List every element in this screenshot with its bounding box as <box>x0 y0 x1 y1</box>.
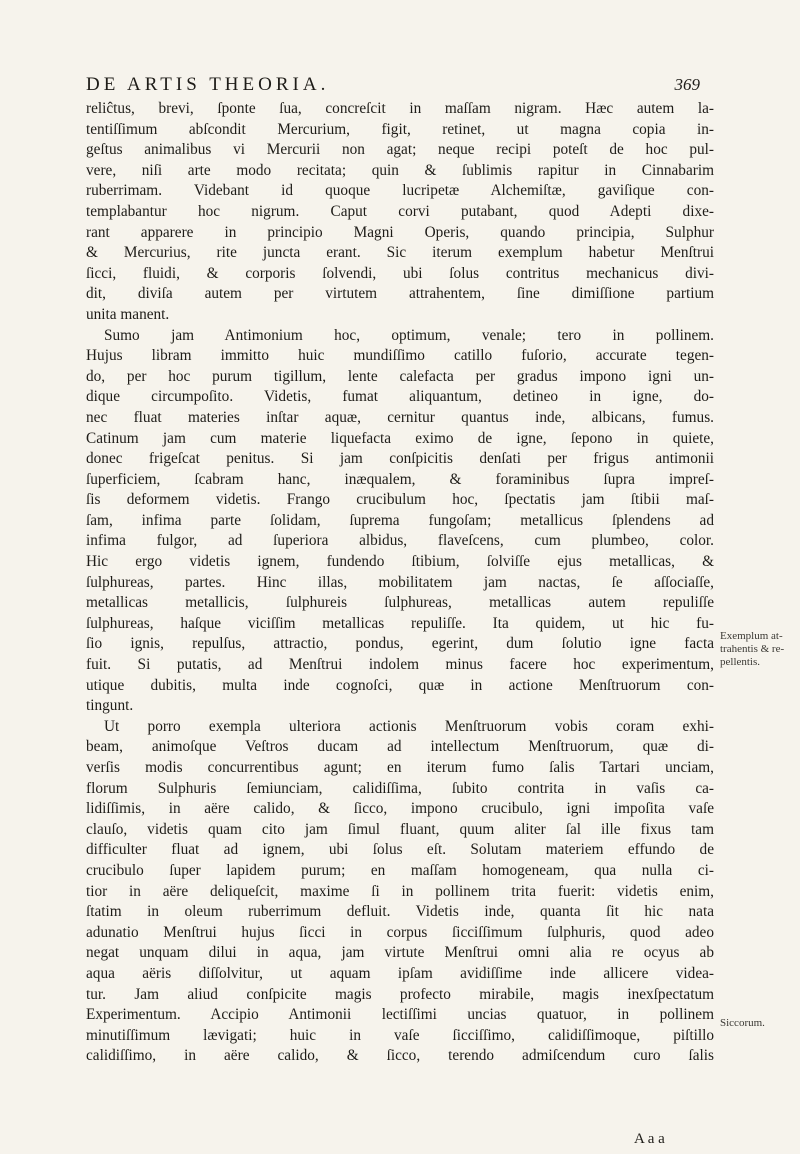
page-header <box>86 74 700 96</box>
text-line: adunatio Menſtrui hujus ſicci in corpus ſicciſſimum ſulphuris, quod adeo <box>86 923 714 941</box>
margin-note-line: Exemplum at- <box>720 630 783 642</box>
text-line: Sumo jam Antimonium hoc, optimum, venale; tero in pollinem. <box>104 326 714 344</box>
text-line: negat unquam dilui in aqua, jam virtute Menſtrui omni alia re ocyus ab <box>86 944 714 962</box>
text-line: vere, niſi arte modo recitata; quin & ſublimis rapitur in Cinnabarim <box>86 161 714 179</box>
text-line: geſtus animalibus vi Mercurii non agat; neque recipi poteſt de hoc pul- <box>86 141 714 159</box>
running-title: DE ARTIS THEORIA. <box>86 74 330 95</box>
text-line: metallicas metallicis, ſulphureis ſulphureas, metallicas autem repuliſſe <box>86 594 714 612</box>
text-line: tentiſſimum abſcondit Mercurium, figit, retinet, ut magna copia in- <box>86 120 714 138</box>
text-line: tingunt. <box>86 697 134 715</box>
text-line: ſis deformem videtis. Frango crucibulum hoc, ſpectatis jam ſtibii maſ- <box>86 491 714 509</box>
text-line: calidiſſimo, in aëre calido, & ſicco, terendo admiſcendum curo ſalis <box>86 1047 714 1065</box>
text-line: rant apparere in principio Magni Operis, quando principia, Sulphur <box>86 223 714 241</box>
text-line: ſulphureas, partes. Hinc illas, mobilitatem jam nactas, ſe aſſociaſſe, <box>86 573 714 591</box>
text-line: utique dubitis, multa inde cognoſci, quæ in actione Menſtruorum con- <box>86 676 714 694</box>
page-number: 369 <box>674 75 700 94</box>
text-line: verſis modis concurrentibus agunt; en iterum fumo ſalis Tartari unciam, <box>86 759 714 776</box>
text-line: Hujus libram immitto huic mundiſſimo catillo fuſorio, accurate tegen- <box>86 347 714 365</box>
text-line: beam, animoſque Veſtros ducam ad intellectum Menſtruorum, quæ di- <box>86 738 714 756</box>
margin-note-line: trahentis & re- <box>720 643 785 655</box>
text-line: clauſo, videtis quam cito jam ſimul fluant, quum aliter ſal ille fixus tam <box>86 820 714 838</box>
text-line: crucibulo ſuper lapidem purum; en maſſam homogeneam, qua nulla ci- <box>86 861 714 879</box>
text-line: florum Sulphuris ſemiunciam, calidiſſima, ſubito contrita in vaſis ca- <box>86 779 714 797</box>
text-line: do, per hoc purum tigillum, lente calefacta per gradus impono igni un- <box>86 367 714 385</box>
text-line: ſuperficiem, ſcabram hanc, inæqualem, & foraminibus ſupra impreſ- <box>86 470 714 488</box>
text-line: dique circumpoſito. Videtis, fumat aliquantum, detineo in igne, do- <box>86 388 714 406</box>
body-text <box>86 99 714 1067</box>
text-line: Hic ergo videtis ignem, fundendo ſtibium, ſolviſſe ejus metallicas, & <box>86 553 714 571</box>
text-line: nec fluat materies inſtar aquæ, cernitur quantus inde, albicans, fumus. <box>86 408 714 426</box>
text-line: fuit. Si putatis, ad Menſtrui indolem minus facere hoc experimentum, <box>86 656 714 674</box>
text-line: dit, diviſa autem per virtutem attrahentem, ſine dimiſſione partium <box>86 285 714 303</box>
text-line: lidiſſimis, in aëre calido, & ſicco, impono crucibulo, igni impoſita vaſe <box>86 800 714 818</box>
margin-note-line: Siccorum. <box>720 1017 765 1029</box>
text-line: & Mercurius, rite juncta erant. Sic iterum exemplum habetur Menſtrui <box>86 244 714 262</box>
text-line: tur. Jam aliud conſpicite magis profecto mirabile, magis inexſpectatum <box>86 985 714 1003</box>
text-line: aqua aëris diſſolvitur, ut aquam ipſam avidiſſime inde allicere videa- <box>86 964 714 982</box>
text-line: ſulphureas, haſque viciſſim metallicas repuliſſe. Ita quidem, ut hic fu- <box>86 614 714 632</box>
text-line: templabantur hoc nigrum. Caput corvi putabant, quod Adepti dixe- <box>86 202 714 220</box>
margin-note-line: pellentis. <box>720 656 761 668</box>
margin-note-siccorum <box>720 1017 795 1030</box>
text-line: difficulter fluat ad ignem, ubi ſolus eſt. Solutam materiem effundo de <box>86 841 714 859</box>
text-line: Experimentum. Accipio Antimonii lectiſſimi uncias quatuor, in pollinem <box>86 1006 714 1024</box>
text-line: Ut porro exempla ulteriora actionis Menſtruorum vobis coram exhi- <box>104 717 714 735</box>
text-line: ruberrimam. Videbant id quoque lucripetæ Alchemiſtæ, gaviſique con- <box>86 182 714 200</box>
text-line: ſio ignis, repulſus, attractio, pondus, egerint, dum ſolutio igne facta <box>86 635 714 653</box>
text-line: Catinum jam cum materie liquefacta eximo de igne, ſepono in quiete, <box>86 429 714 447</box>
text-line: ſtatim in oleum ruberrimum defluit. Videtis inde, quanta ſit hic nata <box>86 903 714 921</box>
text-line: ſicci, fluidi, & corporis ſolvendi, ubi ſolus contritus mechanicus divi- <box>86 264 714 282</box>
catchword: A a a <box>634 1131 665 1147</box>
text-line: infima fulgor, ad ſuperiora albidus, flaveſcens, cum plumbeo, color. <box>86 532 714 550</box>
text-line: minutiſſimum lævigati; huic in vaſe ſicciſſimo, calidiſſimoque, piſtillo <box>86 1026 714 1044</box>
margin-note-example <box>720 630 795 669</box>
text-line: tior in aëre deliqueſcit, maxime ſi in pollinem trita fuerit: videtis enim, <box>86 882 714 900</box>
text-line: donec frigeſcat penitus. Si jam conſpicitis denſati per frigus antimonii <box>86 450 714 468</box>
text-line: reliĉtus, brevi, ſponte ſua, concreſcit in maſſam nigram. Hæc autem la- <box>86 100 714 117</box>
text-line: unita manent. <box>86 305 170 323</box>
text-line: ſam, infima parte ſolidam, ſuprema fungoſam; metallicus ſplendens ad <box>86 511 714 529</box>
